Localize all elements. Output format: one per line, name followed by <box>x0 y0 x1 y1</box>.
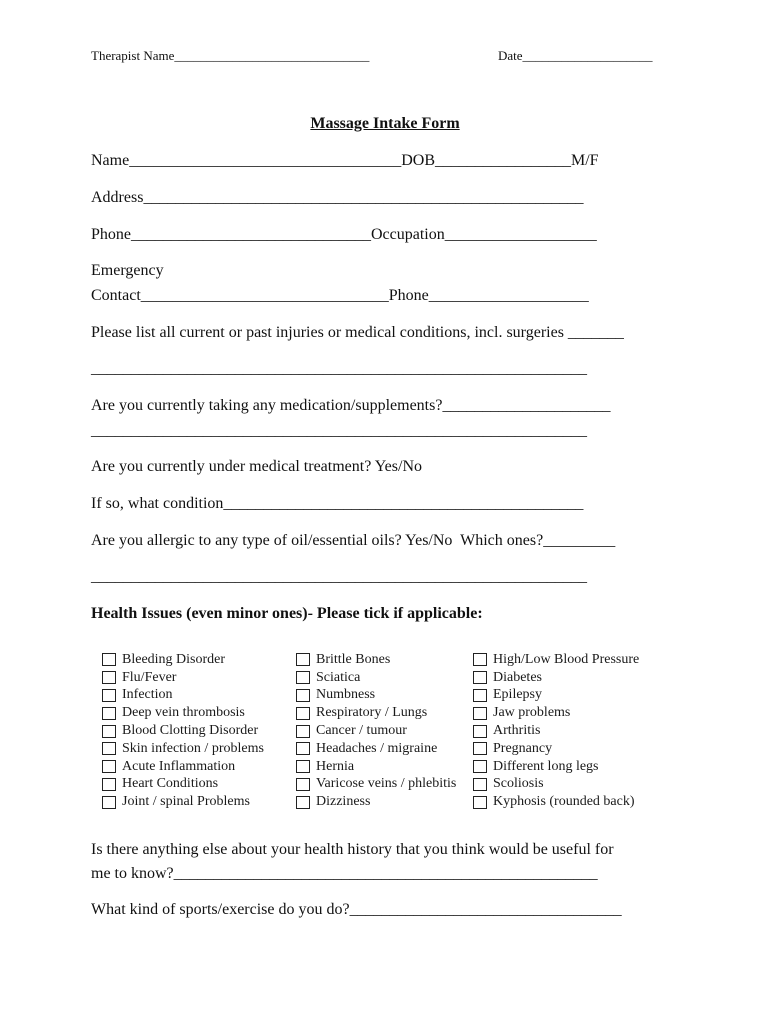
checklist-item[interactable] <box>473 740 639 758</box>
checkbox[interactable] <box>473 760 487 773</box>
checkbox[interactable] <box>102 671 116 684</box>
page-title: Massage Intake Form <box>310 115 460 132</box>
sports-exercise-question[interactable]: What kind of sports/exercise do you do?__________________________________ <box>91 901 622 918</box>
checklist-label: Heart Conditions <box>122 776 219 792</box>
checkbox[interactable] <box>102 796 116 809</box>
checklist-label: Skin infection / problems <box>122 740 264 756</box>
checklist-item[interactable] <box>102 776 264 794</box>
checklist-label: Varicose veins / phlebitis <box>316 776 457 792</box>
checkbox[interactable] <box>296 742 310 755</box>
checklist-item[interactable] <box>102 740 264 758</box>
allergy-answer-line[interactable]: ______________________________________________________________ <box>91 568 587 585</box>
checklist-item[interactable] <box>296 740 456 758</box>
medication-answer-line[interactable]: ______________________________________________________________ <box>91 422 587 439</box>
checklist-label: Dizziness <box>316 794 371 810</box>
checklist-label: Acute Inflammation <box>122 758 236 774</box>
injuries-answer-line[interactable]: ______________________________________________________________ <box>91 360 587 377</box>
checklist-label: Flu/Fever <box>122 669 177 685</box>
checklist-item[interactable] <box>296 704 456 722</box>
checklist-item[interactable] <box>296 687 456 705</box>
health-history-question: Is there anything else about your health history that you think would be useful for <box>91 841 614 858</box>
checklist-item[interactable] <box>473 704 639 722</box>
health-issues-heading: Health Issues (even minor ones)- Please tick if applicable: <box>91 605 483 622</box>
checklist-item[interactable] <box>473 793 639 811</box>
checkbox[interactable] <box>296 689 310 702</box>
checkbox[interactable] <box>296 707 310 720</box>
checklist-column-2 <box>296 651 456 811</box>
checklist-label: Bleeding Disorder <box>122 651 226 667</box>
checklist-item[interactable] <box>102 651 264 669</box>
checkbox[interactable] <box>473 742 487 755</box>
checklist-label: Kyphosis (rounded back) <box>493 794 635 810</box>
checkbox[interactable] <box>473 778 487 791</box>
therapist-name-field[interactable]: Therapist Name______________________________ <box>91 48 370 63</box>
checklist-item[interactable] <box>473 687 639 705</box>
injuries-question[interactable]: Please list all current or past injuries or medical conditions, incl. surgeries _______ <box>91 324 624 341</box>
checklist-label: Numbness <box>316 687 376 703</box>
checkbox[interactable] <box>473 689 487 702</box>
checklist-label: Epilepsy <box>493 687 542 703</box>
checkbox[interactable] <box>296 778 310 791</box>
checklist-label: Joint / spinal Problems <box>122 794 250 810</box>
checkbox[interactable] <box>296 796 310 809</box>
phone-occupation-field[interactable]: Phone______________________________Occupation___________________ <box>91 226 597 243</box>
checklist-item[interactable] <box>296 758 456 776</box>
checkbox[interactable] <box>473 707 487 720</box>
checklist-item[interactable] <box>102 687 264 705</box>
checkbox[interactable] <box>473 671 487 684</box>
checkbox[interactable] <box>102 725 116 738</box>
checkbox[interactable] <box>102 742 116 755</box>
checklist-item[interactable] <box>296 651 456 669</box>
checklist-item[interactable] <box>102 704 264 722</box>
checklist-label: Jaw problems <box>493 705 571 721</box>
checklist-label: Hernia <box>316 758 355 774</box>
checklist-label: Different long legs <box>493 758 599 774</box>
checklist-label: Scoliosis <box>493 776 544 792</box>
emergency-label: Emergency <box>91 262 164 279</box>
name-dob-sex-field[interactable]: Name__________________________________DOB_________________M/F <box>91 152 599 169</box>
checklist-item[interactable] <box>102 758 264 776</box>
checklist-item[interactable] <box>473 722 639 740</box>
checkbox[interactable] <box>102 707 116 720</box>
checklist-label: Blood Clotting Disorder <box>122 723 259 739</box>
checklist-item[interactable] <box>296 776 456 794</box>
checklist-item[interactable] <box>473 776 639 794</box>
checklist-label: Headaches / migraine <box>316 740 438 756</box>
emergency-contact-field[interactable]: Contact_______________________________Phone____________________ <box>91 287 589 304</box>
checkbox[interactable] <box>473 725 487 738</box>
checklist-column-3 <box>473 651 639 811</box>
checkbox[interactable] <box>102 689 116 702</box>
checkbox[interactable] <box>296 760 310 773</box>
checklist-label: High/Low Blood Pressure <box>493 651 640 667</box>
checklist-column-1 <box>102 651 264 811</box>
checkbox[interactable] <box>473 796 487 809</box>
health-history-answer-line[interactable]: me to know?_____________________________________________________ <box>91 865 598 882</box>
checkbox[interactable] <box>102 778 116 791</box>
checklist-label: Deep vein thrombosis <box>122 705 245 721</box>
checklist-label: Infection <box>122 687 173 703</box>
checklist-label: Diabetes <box>493 669 542 685</box>
checkbox[interactable] <box>102 760 116 773</box>
checklist-label: Respiratory / Lungs <box>316 705 428 721</box>
checklist-item[interactable] <box>102 669 264 687</box>
checklist-item[interactable] <box>296 669 456 687</box>
checklist-item[interactable] <box>473 651 639 669</box>
checklist-label: Sciatica <box>316 669 361 685</box>
checklist-item[interactable] <box>296 793 456 811</box>
allergy-question[interactable]: Are you allergic to any type of oil/essential oils? Yes/No Which ones?_________ <box>91 532 616 549</box>
condition-field[interactable]: If so, what condition_____________________________________________ <box>91 495 584 512</box>
checkbox[interactable] <box>102 653 116 666</box>
checklist-item[interactable] <box>102 793 264 811</box>
checklist-label: Cancer / tumour <box>316 723 407 739</box>
checklist-label: Arthritis <box>493 723 541 739</box>
medication-question[interactable]: Are you currently taking any medication/supplements?_____________________ <box>91 397 611 414</box>
checkbox[interactable] <box>296 725 310 738</box>
checklist-item[interactable] <box>473 758 639 776</box>
checklist-label: Pregnancy <box>493 740 553 756</box>
checklist-item[interactable] <box>473 669 639 687</box>
address-field[interactable]: Address_______________________________________________________ <box>91 189 584 206</box>
checkbox[interactable] <box>296 653 310 666</box>
checkbox[interactable] <box>473 653 487 666</box>
checklist-item[interactable] <box>102 722 264 740</box>
date-field[interactable]: Date____________________ <box>498 48 653 63</box>
checklist-item[interactable] <box>296 722 456 740</box>
treatment-question[interactable]: Are you currently under medical treatment? Yes/No <box>91 458 423 475</box>
checklist-label: Brittle Bones <box>316 651 391 667</box>
checkbox[interactable] <box>296 671 310 684</box>
